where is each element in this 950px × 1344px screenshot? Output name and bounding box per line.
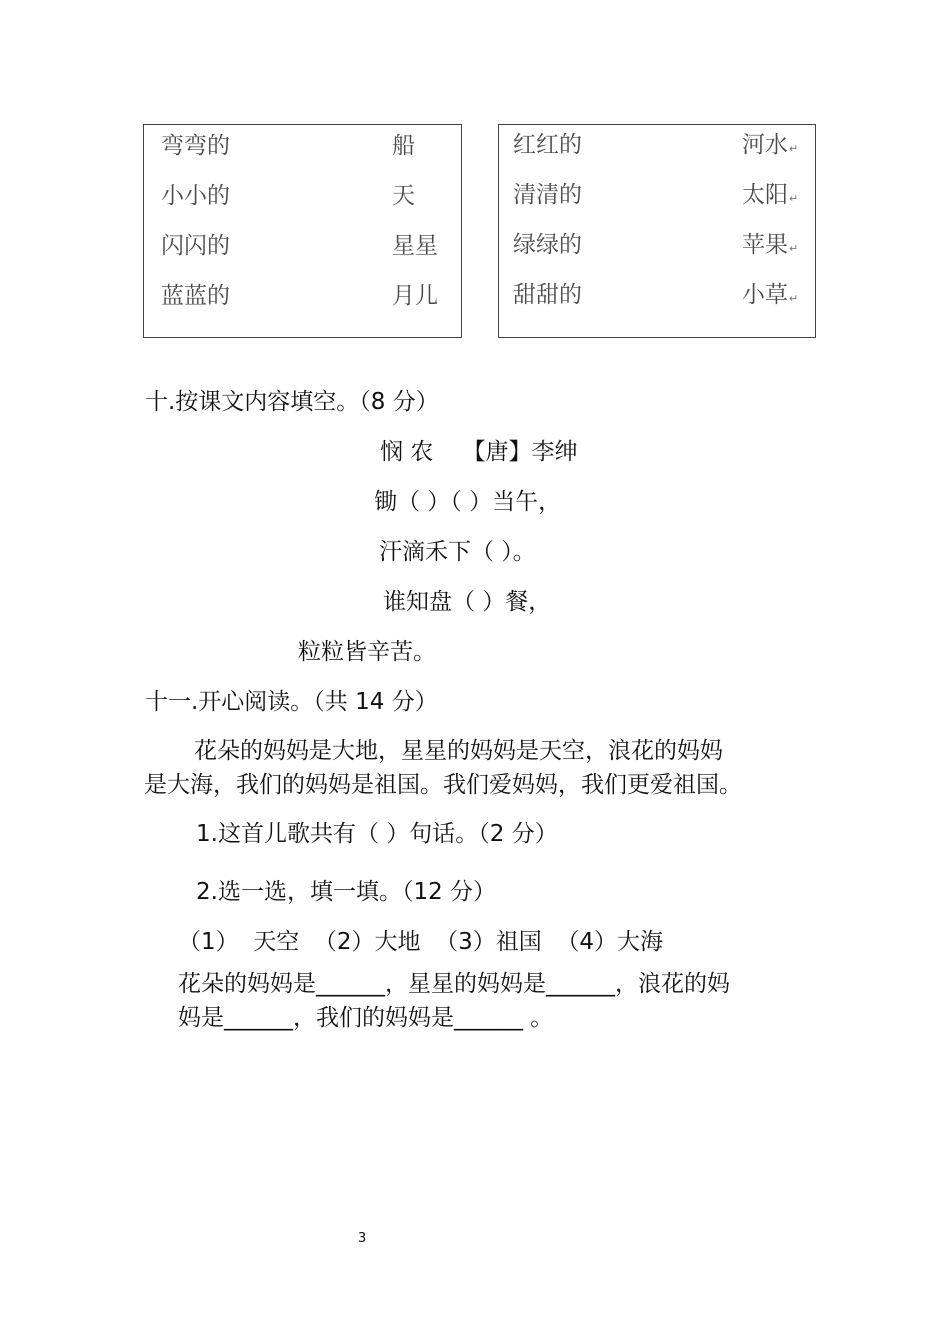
return-mark-icon: ↵: [789, 242, 799, 255]
word-left: 清清的: [513, 182, 582, 208]
word-right: 星星: [392, 233, 438, 259]
word-right-row: [742, 180, 798, 214]
matching-box-right: [498, 124, 816, 338]
page-number: 3: [358, 1231, 367, 1246]
section-11-heading: 十一.开心阅读。（共 14 分）: [145, 689, 438, 715]
word-left: 蓝蓝的: [161, 283, 230, 309]
word-left: 红红的: [513, 132, 582, 158]
word-right: 月儿: [392, 283, 438, 309]
word-left: 甜甜的: [513, 282, 582, 308]
return-mark-icon: ↵: [789, 292, 799, 305]
passage-line: 是大海，我们的妈妈是祖国。我们爱妈妈，我们更爱祖国。: [144, 772, 742, 798]
question-1: 1.这首儿歌共有（ ）句话。（2 分）: [196, 821, 558, 847]
return-mark-icon: ↵: [789, 142, 799, 155]
word-right: 苹果: [742, 232, 788, 258]
options-line: （1） 天空 （2）大地 （3）祖国 （4）大海: [178, 929, 664, 955]
word-right: 小草: [742, 282, 788, 308]
fill-blank-line: 妈是______，我们的妈妈是______ 。: [178, 1005, 554, 1031]
poem-line: 汗滴禾下（ ）。: [379, 539, 536, 565]
word-right: 船: [392, 133, 415, 159]
word-left: 小小的: [161, 183, 230, 209]
word-left: 弯弯的: [161, 133, 230, 159]
word-right: 太阳: [742, 182, 788, 208]
word-right: 河水: [742, 132, 788, 158]
word-right: 天: [392, 183, 415, 209]
word-right-row: [742, 130, 798, 164]
word-left: 闪闪的: [161, 233, 230, 259]
word-right-row: [742, 280, 798, 314]
passage-line: 花朵的妈妈是大地，星星的妈妈是天空，浪花的妈妈: [194, 738, 723, 764]
poem-line: 谁知盘（ ）餐，: [383, 589, 552, 615]
matching-box-left: [143, 124, 462, 338]
fill-blank-line: 花朵的妈妈是______，星星的妈妈是______，浪花的妈: [178, 971, 730, 997]
return-mark-icon: ↵: [789, 192, 799, 205]
word-right-row: [742, 230, 798, 264]
word-left: 绿绿的: [513, 232, 582, 258]
question-2: 2.选一选，填一填。（12 分）: [196, 879, 497, 905]
poem-line: 粒粒皆辛苦。: [298, 639, 436, 665]
section-10-heading: 十.按课文内容填空。（8 分）: [145, 389, 439, 415]
poem-line: 锄（ ）（ ）当午，: [374, 489, 562, 515]
poem-title: 悯 农 【唐】李绅: [380, 439, 578, 465]
